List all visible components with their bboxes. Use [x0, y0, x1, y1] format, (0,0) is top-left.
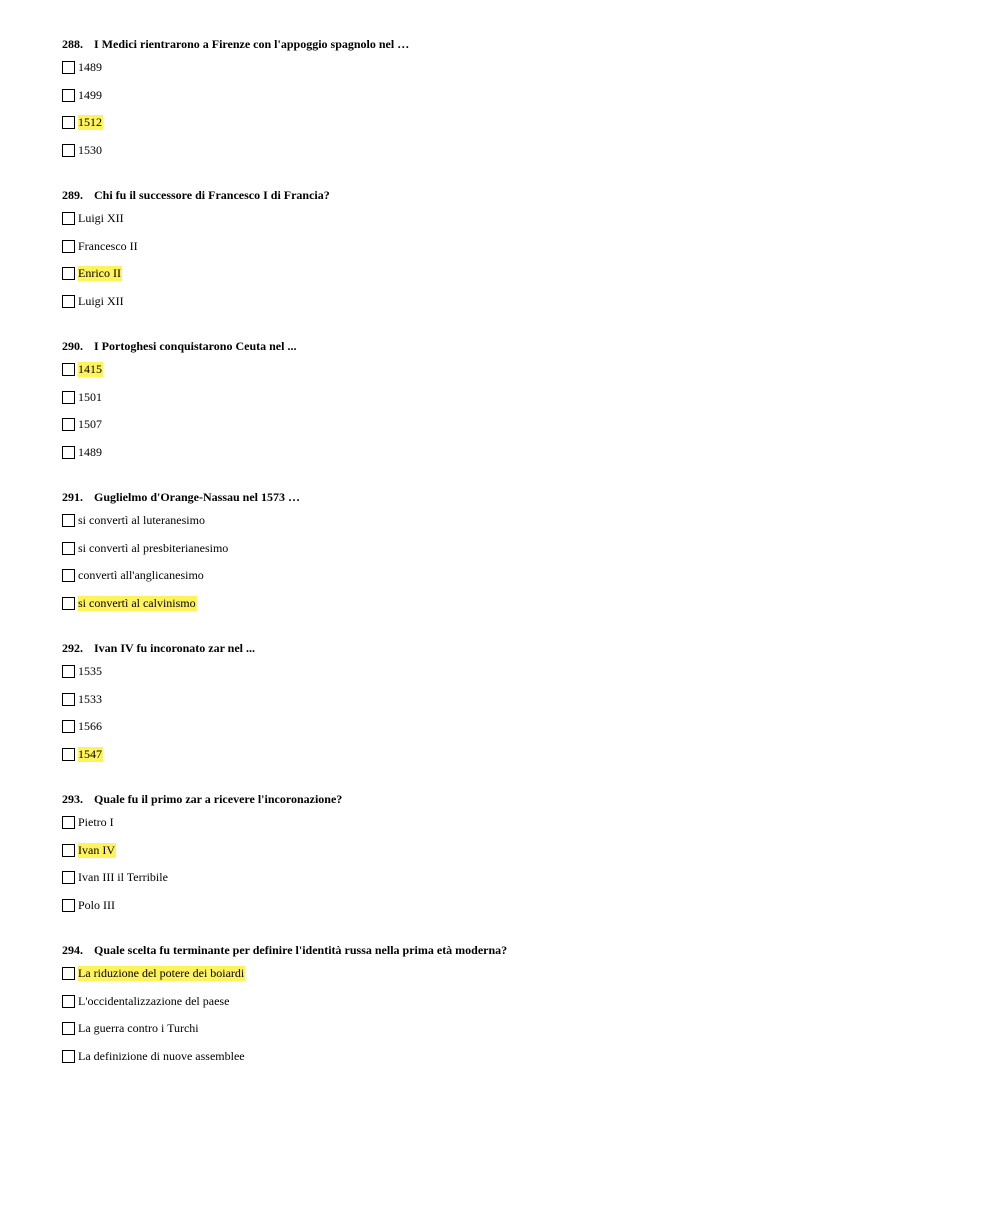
answer-checkbox[interactable] — [62, 363, 75, 376]
answer-label: 1566 — [78, 719, 102, 734]
question-number: 293. — [62, 792, 83, 806]
answer-label: Luigi XII — [78, 294, 124, 309]
question-number: 288. — [62, 37, 83, 51]
answer-options — [62, 53, 962, 164]
answer-label: 1489 — [78, 60, 102, 75]
answer-label: Francesco II — [78, 238, 138, 253]
answer-option[interactable] — [62, 713, 962, 741]
answer-label: si convertì al presbiterianesimo — [78, 540, 229, 555]
answer-checkbox[interactable] — [62, 899, 75, 912]
answer-option[interactable] — [62, 384, 962, 412]
answer-option[interactable] — [62, 562, 962, 590]
answer-label-highlighted: La riduzione del potere dei boiardi — [78, 966, 245, 981]
question-number: 294. — [62, 943, 83, 957]
answer-options — [62, 506, 962, 617]
answer-label: Polo III — [78, 898, 115, 913]
answer-option[interactable] — [62, 1015, 962, 1043]
answer-label-highlighted: 1512 — [78, 115, 102, 130]
answer-checkbox[interactable] — [62, 995, 75, 1008]
answer-label-highlighted: Ivan IV — [78, 842, 115, 857]
question-heading — [62, 639, 962, 657]
question-block — [62, 790, 962, 941]
answer-checkbox[interactable] — [62, 693, 75, 706]
question-number: 291. — [62, 490, 83, 504]
answer-option[interactable] — [62, 590, 962, 618]
answer-checkbox[interactable] — [62, 665, 75, 678]
question-block — [62, 639, 962, 790]
question-block — [62, 186, 962, 337]
answer-label: 1535 — [78, 664, 102, 679]
answer-option[interactable] — [62, 658, 962, 686]
question-text: Quale fu il primo zar a ricevere l'incoronazione? — [94, 792, 343, 806]
question-number: 289. — [62, 188, 83, 202]
answer-checkbox[interactable] — [62, 391, 75, 404]
answer-label: 1530 — [78, 143, 102, 158]
question-block — [62, 941, 962, 1092]
answer-label: La definizione di nuove assemblee — [78, 1049, 245, 1064]
answer-checkbox[interactable] — [62, 844, 75, 857]
answer-option[interactable] — [62, 137, 962, 165]
answer-checkbox[interactable] — [62, 89, 75, 102]
answer-option[interactable] — [62, 960, 962, 988]
question-text: Guglielmo d'Orange-Nassau nel 1573 … — [94, 490, 301, 504]
question-heading — [62, 186, 962, 204]
answer-option[interactable] — [62, 54, 962, 82]
answer-option[interactable] — [62, 535, 962, 563]
question-heading — [62, 941, 962, 959]
answer-checkbox[interactable] — [62, 446, 75, 459]
answer-checkbox[interactable] — [62, 542, 75, 555]
answer-checkbox[interactable] — [62, 1050, 75, 1063]
answer-label-highlighted: si convertì al calvinismo — [78, 596, 196, 611]
answer-checkbox[interactable] — [62, 514, 75, 527]
answer-option[interactable] — [62, 988, 962, 1016]
answer-label: 1489 — [78, 445, 102, 460]
answer-option[interactable] — [62, 507, 962, 535]
answer-checkbox[interactable] — [62, 116, 75, 129]
question-heading — [62, 337, 962, 355]
answer-option[interactable] — [62, 837, 962, 865]
answer-option[interactable] — [62, 109, 962, 137]
answer-checkbox[interactable] — [62, 569, 75, 582]
question-block — [62, 35, 962, 186]
answer-label: 1507 — [78, 417, 102, 432]
answer-checkbox[interactable] — [62, 418, 75, 431]
answer-checkbox[interactable] — [62, 748, 75, 761]
answer-options — [62, 657, 962, 768]
answer-label-highlighted: Enrico II — [78, 266, 121, 281]
answer-option[interactable] — [62, 288, 962, 316]
question-number: 292. — [62, 641, 83, 655]
answer-checkbox[interactable] — [62, 871, 75, 884]
answer-option[interactable] — [62, 439, 962, 467]
answer-checkbox[interactable] — [62, 61, 75, 74]
answer-label: La guerra contro i Turchi — [78, 1021, 199, 1036]
answer-checkbox[interactable] — [62, 720, 75, 733]
answer-checkbox[interactable] — [62, 240, 75, 253]
answer-label: L'occidentalizzazione del paese — [78, 993, 230, 1008]
question-number: 290. — [62, 339, 83, 353]
question-text: I Portoghesi conquistarono Ceuta nel ... — [94, 339, 297, 353]
answer-checkbox[interactable] — [62, 295, 75, 308]
answer-options — [62, 959, 962, 1070]
answer-checkbox[interactable] — [62, 212, 75, 225]
answer-label: 1501 — [78, 389, 102, 404]
answer-checkbox[interactable] — [62, 144, 75, 157]
answer-label: 1499 — [78, 87, 102, 102]
question-text: I Medici rientrarono a Firenze con l'appoggio spagnolo nel … — [94, 37, 410, 51]
answer-label: Ivan III il Terribile — [78, 870, 168, 885]
answer-checkbox[interactable] — [62, 816, 75, 829]
answer-checkbox[interactable] — [62, 967, 75, 980]
answer-option[interactable] — [62, 864, 962, 892]
answer-options — [62, 808, 962, 919]
question-heading — [62, 790, 962, 808]
question-text: Quale scelta fu terminante per definire l'identità russa nella prima età moderna? — [94, 943, 508, 957]
answer-checkbox[interactable] — [62, 267, 75, 280]
answer-label-highlighted: 1415 — [78, 362, 102, 377]
answer-option[interactable] — [62, 233, 962, 261]
question-heading — [62, 35, 962, 53]
answer-option[interactable] — [62, 1043, 962, 1071]
answer-option[interactable] — [62, 809, 962, 837]
answer-label: 1533 — [78, 691, 102, 706]
answer-label-highlighted: 1547 — [78, 747, 102, 762]
answer-option[interactable] — [62, 82, 962, 110]
answer-options — [62, 355, 962, 466]
answer-option[interactable] — [62, 356, 962, 384]
question-text: Ivan IV fu incoronato zar nel ... — [94, 641, 256, 655]
answer-options — [62, 204, 962, 315]
question-block — [62, 337, 962, 488]
answer-option[interactable] — [62, 260, 962, 288]
quiz-page — [62, 35, 962, 1092]
question-block — [62, 488, 962, 639]
answer-option[interactable] — [62, 411, 962, 439]
answer-checkbox[interactable] — [62, 1022, 75, 1035]
answer-option[interactable] — [62, 686, 962, 714]
question-text: Chi fu il successore di Francesco I di Francia? — [94, 188, 330, 202]
answer-label: convertì all'anglicanesimo — [78, 568, 204, 583]
question-heading — [62, 488, 962, 506]
answer-label: Pietro I — [78, 815, 114, 830]
answer-option[interactable] — [62, 892, 962, 920]
answer-option[interactable] — [62, 205, 962, 233]
answer-label: Luigi XII — [78, 211, 124, 226]
answer-label: si convertì al luteranesimo — [78, 513, 205, 528]
answer-checkbox[interactable] — [62, 597, 75, 610]
answer-option[interactable] — [62, 741, 962, 769]
